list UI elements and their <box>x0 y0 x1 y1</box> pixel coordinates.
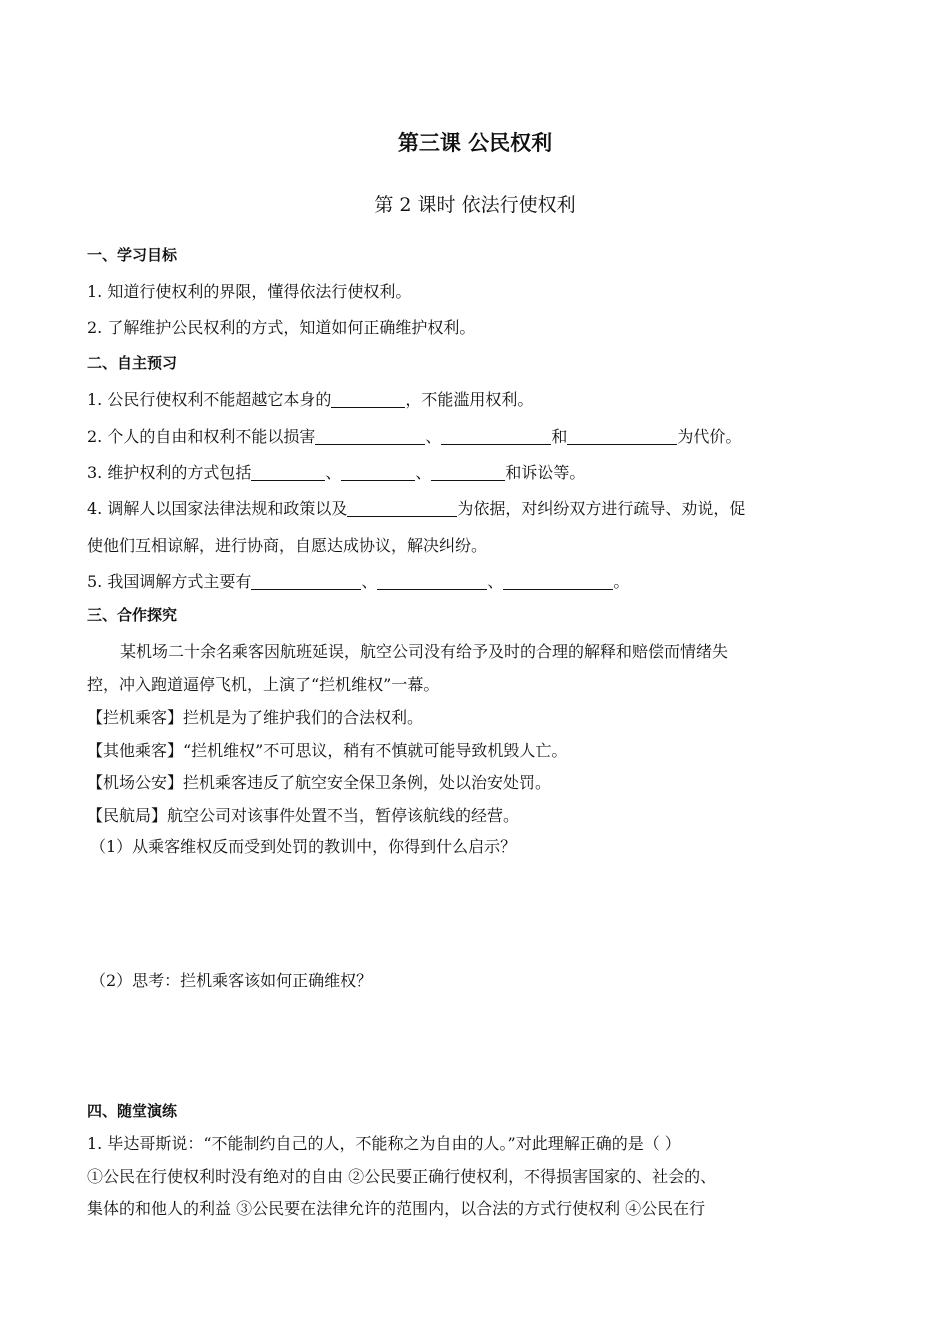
answer-blank[interactable] <box>315 427 425 445</box>
story-paragraph-cont: 控，冲入跑道逼停飞机，上演了“拦机维权”一幕。 <box>87 675 440 694</box>
discussion-question-2: （2）思考：拦机乘客该如何正确维权？ <box>90 971 373 990</box>
view-civil-aviation: 【民航局】航空公司对该事件处置不当，暂停该航线的经营。 <box>87 806 520 825</box>
practice-options-line-2: 集体的和他人的利益 ③公民要在法律允许的范围内，以合法的方式行使权利 ④公民在行 <box>87 1199 706 1218</box>
goal-item-2: 2. 了解维护公民权利的方式，知道如何正确维护权利。 <box>87 318 476 337</box>
view-blocking-passengers: 【拦机乘客】拦机是为了维护我们的合法权利。 <box>87 708 424 727</box>
answer-blank[interactable] <box>251 463 325 481</box>
page-subtitle: 第 2 课时 依法行使权利 <box>374 194 576 216</box>
practice-question-1: 1. 毕达哥斯说：“不能制约自己的人，不能称之为自由的人。”对此理解正确的是（ ） <box>87 1134 681 1153</box>
preview-question-4: 4. 调解人以国家法律法规和政策以及 为依据，对纠纷双方进行疏导、劝说，促 <box>87 499 746 518</box>
view-other-passengers: 【其他乘客】“拦机维权”不可思议，稍有不慎就可能导致机毁人亡。 <box>87 741 568 760</box>
discussion-question-1: （1）从乘客维权反而受到处罚的教训中，你得到什么启示？ <box>90 837 517 856</box>
answer-blank[interactable] <box>441 427 551 445</box>
section-heading-practice: 四、随堂演练 <box>87 1102 178 1120</box>
practice-options-line-1: ①公民在行使权利时没有绝对的自由 ②公民要正确行使权利，不得损害国家的、社会的、 <box>87 1167 717 1186</box>
page-title: 第三课 公民权利 <box>397 131 553 155</box>
preview-question-4-cont: 使他们互相谅解，进行协商，自愿达成协议，解决纠纷。 <box>87 536 488 555</box>
goal-item-1: 1. 知道行使权利的界限，懂得依法行使权利。 <box>87 282 412 301</box>
answer-blank[interactable] <box>567 427 677 445</box>
section-heading-cooperate: 三、合作探究 <box>87 606 178 624</box>
section-heading-preview: 二、自主预习 <box>87 354 178 372</box>
section-heading-goals: 一、学习目标 <box>87 246 178 264</box>
preview-question-3: 3. 维护权利的方式包括 、 、 和诉讼等。 <box>87 463 586 482</box>
view-airport-police: 【机场公安】拦机乘客违反了航空安全保卫条例，处以治安处罚。 <box>87 773 552 792</box>
preview-question-1: 1. 公民行使权利不能超越它本身的 ，不能滥用权利。 <box>87 390 534 409</box>
answer-blank[interactable] <box>331 390 405 408</box>
answer-blank[interactable] <box>431 463 505 481</box>
answer-blank[interactable] <box>503 572 613 590</box>
answer-blank[interactable] <box>341 463 415 481</box>
answer-blank[interactable] <box>251 572 361 590</box>
preview-question-2: 2. 个人的自由和权利不能以损害 、 和 为代价。 <box>87 427 742 446</box>
preview-question-5: 5. 我国调解方式主要有 、 、 。 <box>87 572 630 591</box>
answer-blank[interactable] <box>347 499 457 517</box>
answer-blank[interactable] <box>377 572 487 590</box>
story-paragraph: 某机场二十余名乘客因航班延误，航空公司没有给予及时的合理的解释和赔偿而情绪失 <box>120 642 729 661</box>
